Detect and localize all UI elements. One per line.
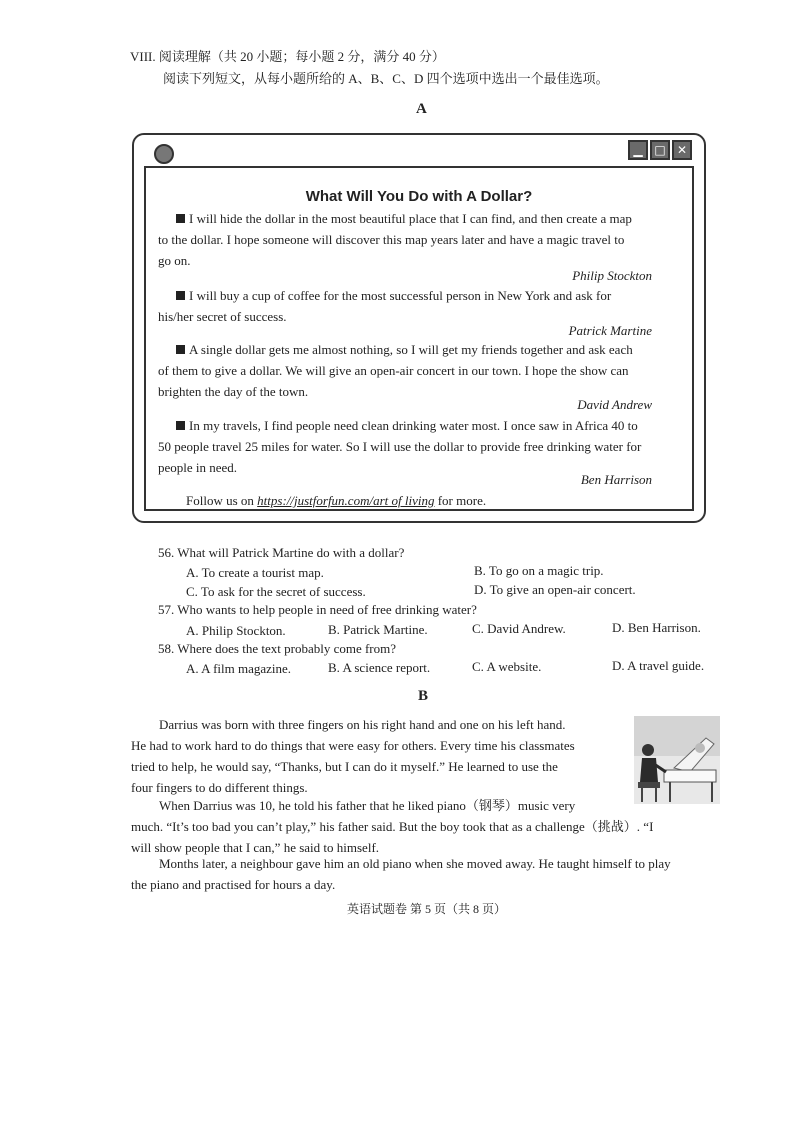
section-heading: VIII. 阅读理解（共 20 小题；每小题 2 分，满分 40 分） [130,49,445,64]
question-58-option-b: B. A science report. [328,660,431,675]
author-2: Patrick Martine [568,323,652,338]
passage-b-line-2: He had to work hard to do things that were easy for others. Every time his classmates [131,738,575,753]
question-57-option-c: C. David Andrew. [472,621,566,636]
question-58-option-a: A. A film magazine. [186,661,292,676]
entry-3-line3: brighten the day of the town. [158,384,309,399]
entry-3-line2: of them to give a dollar. We will give an open-air concert in our town. I hope the show can [158,363,629,378]
question-58-option-c: C. A website. [472,659,542,674]
entry-2-line1: I will buy a cup of coffee for the most successful person in New York and ask for [189,288,612,303]
bullet-square-icon [176,345,185,354]
entry-3-line1: A single dollar gets me almost nothing, so I will get my friends together and ask each [189,342,633,357]
piano-player-image [634,716,720,804]
passage-b-line-6: much. “It’s too bad you can’t play,” his father said. But the boy took that as a challenge（挑战）. “I [131,819,654,834]
follow-line [186,493,486,509]
entry-2 [158,285,693,327]
question-57-option-b: B. Patrick Martine. [328,622,428,637]
author-3: David Andrew [577,397,652,412]
author-1: Philip Stockton [572,268,652,283]
passage-b-line-3: tried to help, he would say, “Thanks, but I can do it myself.” He learned to use the [131,759,558,774]
passage-b-line-7: will show people that I can,” he said to himself. [131,840,380,855]
part-b-label: B [418,688,429,704]
question-57-stem: 57. Who wants to help people in need of free drinking water? [158,602,477,617]
article-window [132,133,706,523]
question-57-option-d: D. Ben Harrison. [612,620,701,635]
passage-b-line-1: Darrius was born with three fingers on his right hand and one on his left hand. [159,717,566,732]
follow-suffix: for more. [434,493,487,508]
entry-1-line1: I will hide the dollar in the most beautiful place that I can find, and then create a map [189,211,632,226]
bullet-square-icon [176,214,185,223]
entry-4 [158,415,693,478]
minimize-icon: ▁ [628,140,648,160]
question-58-stem: 58. Where does the text probably come from? [158,641,397,656]
entry-4-line3: people in need. [158,460,238,475]
section-instruction: 阅读下列短文，从每小题所给的 A、B、C、D 四个选项中选出一个最佳选项。 [163,71,609,86]
bullet-square-icon [176,291,185,300]
question-56-option-c: C. To ask for the secret of success. [186,584,366,599]
maximize-icon: □ [650,140,670,160]
entry-4-line2: 50 people travel 25 miles for water. So I will use the dollar to provide free drinking water for [158,439,642,454]
bullet-square-icon [176,421,185,430]
author-4: Ben Harrison [580,472,652,487]
part-a-label: A [416,101,427,117]
question-57-option-a: A. Philip Stockton. [186,623,286,638]
entry-1-line3: go on. [158,253,191,268]
question-58-option-d: D. A travel guide. [612,658,705,673]
entry-1 [158,208,693,271]
question-56-option-a: A. To create a tourist map. [186,565,324,580]
entry-3 [158,339,693,402]
window-circle-icon [154,144,174,164]
question-56-option-b: B. To go on a magic trip. [474,563,604,578]
window-controls [628,140,692,160]
close-icon: ✕ [672,140,692,160]
entry-1-line2: to the dollar. I hope someone will discover this map years later and have a magic travel to [158,232,625,247]
passage-b-line-4: four fingers to do different things. [131,780,308,795]
page-footer: 英语试题卷 第 5 页（共 8 页） [347,902,507,916]
entry-2-line2: his/her secret of success. [158,309,287,324]
entry-4-line1: In my travels, I find people need clean drinking water most. I once saw in Africa 40 to [189,418,638,433]
article-content [144,166,694,511]
follow-prefix: Follow us on [186,493,258,508]
passage-b-line-5: When Darrius was 10, he told his father that he liked piano（钢琴）music very [159,798,576,813]
passage-b-line-9: the piano and practised for hours a day. [131,877,336,892]
question-56-stem: 56. What will Patrick Martine do with a dollar? [158,545,405,560]
article-title: What Will You Do with A Dollar? [305,188,533,205]
passage-b-line-8: Months later, a neighbour gave him an old piano when she moved away. He taught himself to play [159,856,671,871]
follow-link[interactable]: https://justforfun.com/art of living [257,493,435,508]
question-56-option-d: D. To give an open-air concert. [474,582,636,597]
